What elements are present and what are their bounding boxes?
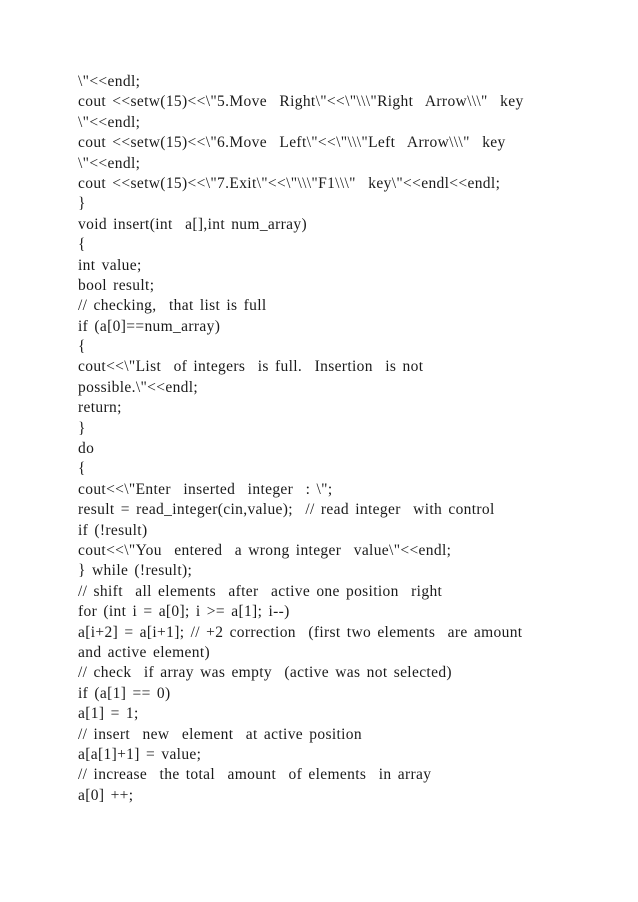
code-line: \"<<endl; xyxy=(78,154,141,172)
code-line: int value; xyxy=(78,256,142,274)
code-line: // insert new element at active position xyxy=(78,725,362,743)
code-line: return; xyxy=(78,399,122,417)
code-line: for (int i = a[0]; i >= a[1]; i--) xyxy=(78,603,290,621)
code-line: } while (!result); xyxy=(78,562,193,580)
code-line: cout <<setw(15)<<\"6.Move Left\"<<\"\\\"Left Arrow\\\" key xyxy=(78,134,506,152)
code-line: void insert(int a[],int num_array) xyxy=(78,215,308,233)
code-line: } xyxy=(78,195,86,213)
code-line: { xyxy=(78,460,86,478)
code-line: } xyxy=(78,419,86,437)
code-line: // check if array was empty (active was not selected) xyxy=(78,664,452,682)
code-line: if (!result) xyxy=(78,521,148,539)
code-line: possible.\"<<endl; xyxy=(78,378,199,396)
code-line: // increase the total amount of elements in array xyxy=(78,766,432,784)
code-line: // shift all elements after active one position right xyxy=(78,582,443,600)
code-line: cout<<\"Enter inserted integer : \"; xyxy=(78,480,333,498)
code-line: \"<<endl; xyxy=(78,73,141,90)
code-line: \"<<endl; xyxy=(78,113,141,131)
code-listing xyxy=(78,72,618,806)
code-line: if (a[0]==num_array) xyxy=(78,317,221,335)
code-line: cout <<setw(15)<<\"7.Exit\"<<\"\\\"F1\\\" key\"<<endl<<endl; xyxy=(78,174,501,192)
code-line: and active element) xyxy=(78,643,211,661)
code-line: { xyxy=(78,338,86,356)
code-line: cout <<setw(15)<<\"5.Move Right\"<<\"\\\"Right Arrow\\\" key xyxy=(78,93,524,111)
code-line: a[a[1]+1] = value; xyxy=(78,745,202,763)
code-line: a[i+2] = a[i+1]; // +2 correction (first two elements are amount xyxy=(78,623,523,641)
code-line: cout<<\"You entered a wrong integer value\"<<endl; xyxy=(78,541,452,559)
code-line: bool result; xyxy=(78,276,155,294)
code-line: result = read_integer(cin,value); // read integer with control xyxy=(78,501,495,519)
code-line: if (a[1] == 0) xyxy=(78,684,171,702)
code-line: // checking, that list is full xyxy=(78,297,267,315)
code-line: { xyxy=(78,236,86,254)
code-line: do xyxy=(78,440,95,458)
code-line: a[0] ++; xyxy=(78,786,134,804)
code-line: a[1] = 1; xyxy=(78,705,139,723)
code-line: cout<<\"List of integers is full. Insertion is not xyxy=(78,358,424,376)
